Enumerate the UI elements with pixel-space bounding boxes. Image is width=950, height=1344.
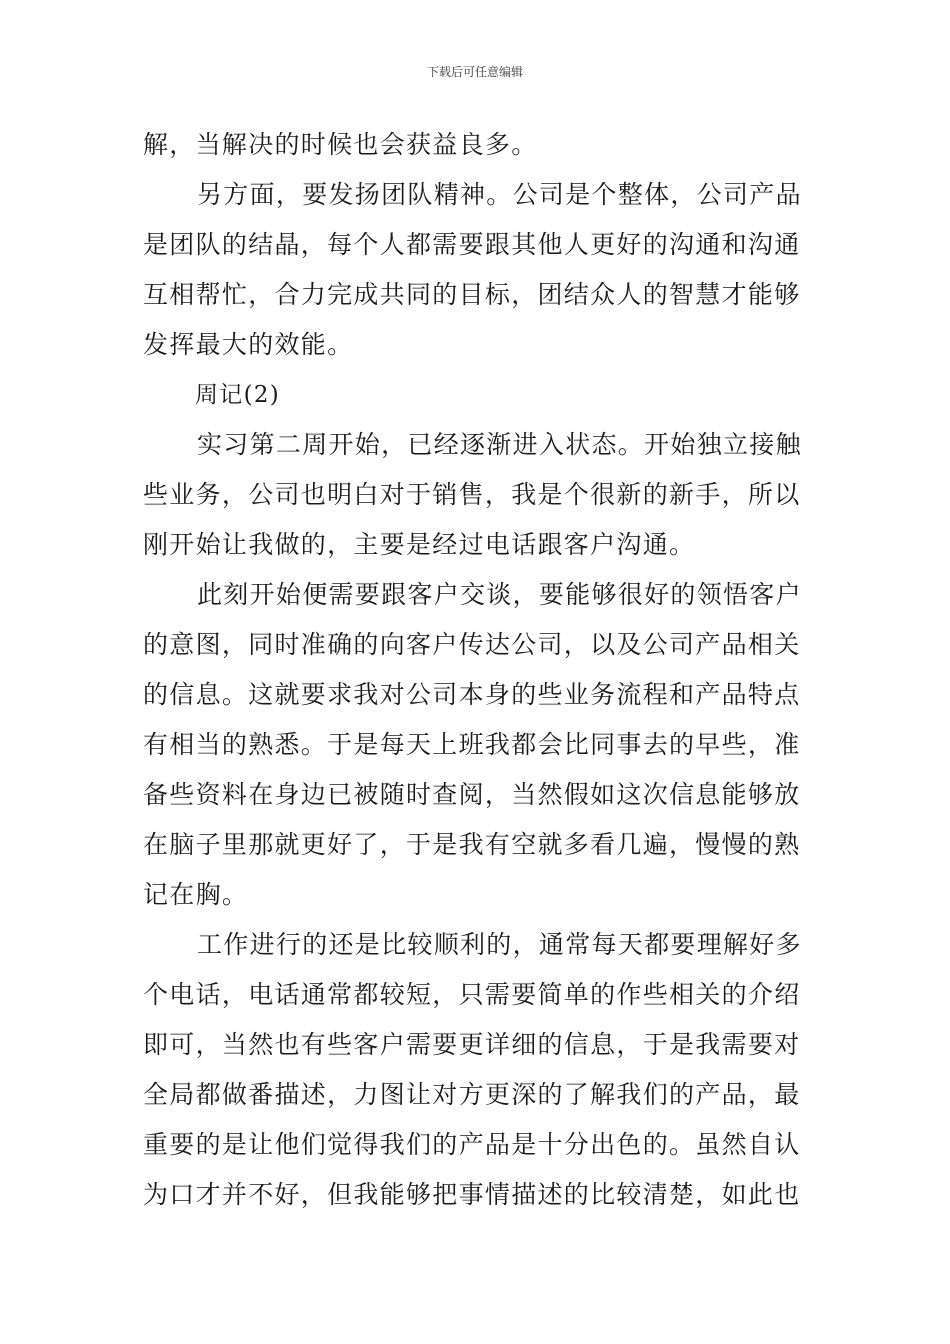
text-line: 个电话，电话通常都较短，只需要简单的作些相关的介绍 (143, 980, 801, 1009)
text-line: 发挥最大的效能。 (143, 330, 354, 359)
text-line: 互相帮忙，合力完成共同的目标，团结众人的智慧才能够 (143, 280, 801, 309)
text-line: 在脑子里那就更好了，于是我有空就多看几遍，慢慢的熟 (143, 830, 801, 859)
text-line: 的信息。这就要求我对公司本身的些业务流程和产品特点 (143, 680, 801, 709)
section-heading: 周记(2) (195, 382, 281, 408)
text-line: 刚开始让我做的，主要是经过电话跟客户沟通。 (143, 530, 696, 559)
body-text (143, 120, 809, 1220)
text-line: 解，当解决的时候也会获益良多。 (143, 130, 538, 159)
text-line: 的意图，同时准确的向客户传达公司，以及公司产品相关 (143, 630, 801, 659)
text-line: 记在胸。 (143, 880, 249, 909)
text-line: 有相当的熟悉。于是每天上班我都会比同事去的早些，准 (143, 730, 801, 759)
text-line: 即可，当然也有些客户需要更详细的信息，于是我需要对 (143, 1030, 801, 1059)
text-line: 工作进行的还是比较顺利的，通常每天都要理解好多 (197, 930, 802, 959)
text-line: 此刻开始便需要跟客户交谈，要能够很好的领悟客户 (197, 580, 802, 609)
text-line: 备些资料在身边已被随时查阅，当然假如这次信息能够放 (143, 780, 801, 809)
text-line: 重要的是让他们觉得我们的产品是十分出色的。虽然自认 (143, 1130, 801, 1159)
text-line: 实习第二周开始，已经逐渐进入状态。开始独立接触 (197, 430, 802, 459)
text-line: 全局都做番描述，力图让对方更深的了解我们的产品，最 (143, 1080, 801, 1109)
text-line: 些业务，公司也明白对于销售，我是个很新的新手，所以 (143, 480, 801, 509)
page-header: 下载后可任意编辑 (426, 65, 523, 79)
text-line: 为口才并不好，但我能够把事情描述的比较清楚，如此也 (143, 1180, 801, 1209)
text-line: 是团队的结晶，每个人都需要跟其他人更好的沟通和沟通 (143, 230, 801, 259)
text-line: 另方面，要发扬团队精神。公司是个整体，公司产品 (197, 180, 802, 209)
